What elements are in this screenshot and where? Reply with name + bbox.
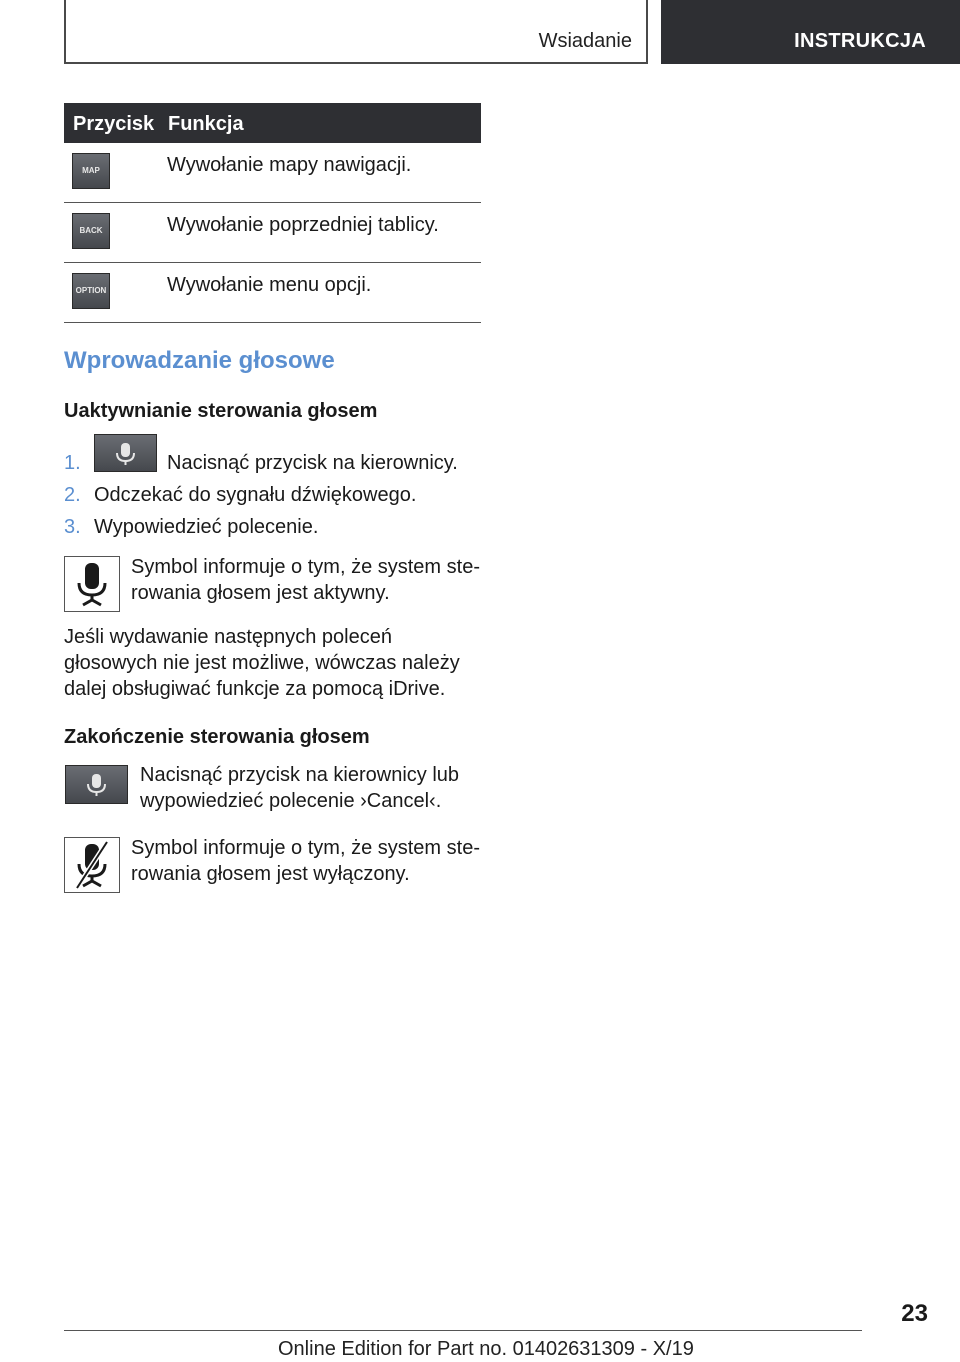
table-header-function: Funkcja <box>168 113 244 135</box>
step-text: Nacisnąć przycisk na kierownicy. <box>167 452 458 474</box>
step-number: 1. <box>64 452 81 474</box>
step-item <box>64 516 318 539</box>
header-chapter-title: INSTRUKCJA <box>794 30 926 52</box>
active-symbol-text: Symbol informuje o tym, że system sterowania głosem jest aktywny. <box>131 556 480 604</box>
header-chapter-box <box>661 0 960 64</box>
back-button-icon: BACK <box>72 213 110 249</box>
table-row-description: Wywołanie poprzedniej tablicy. <box>167 214 439 236</box>
header-section-box <box>64 0 648 64</box>
microphone-off-icon <box>64 837 120 893</box>
off-symbol-text: Symbol informuje o tym, że system sterowania głosem jest wyłączony. <box>131 837 480 885</box>
footer-edition: Online Edition for Part no. 01402631309 - X/19 <box>278 1338 694 1360</box>
table-row <box>64 203 481 263</box>
table-header-button: Przycisk <box>73 113 155 135</box>
page-number: 23 <box>901 1300 928 1327</box>
step-text: Odczekać do sygnału dźwiękowego. <box>94 484 417 506</box>
activate-heading: Uaktywnianie sterowania głosem <box>64 400 378 422</box>
step-item <box>64 452 94 475</box>
step-number: 3. <box>64 516 81 538</box>
table-row <box>64 143 481 203</box>
end-instruction-text: Nacisnąć przycisk na kierownicy lub wypowiedzieć polecenie ›Cancel‹. <box>140 764 460 812</box>
map-button-icon: MAP <box>72 153 110 189</box>
option-button-icon: OPTION <box>72 273 110 309</box>
step-text: Wypowiedzieć polecenie. <box>94 516 319 538</box>
button-function-table <box>64 103 481 323</box>
microphone-active-icon <box>64 556 120 612</box>
table-row-description: Wywołanie mapy nawigacji. <box>167 154 412 176</box>
header-section-title: Wsiadanie <box>538 30 632 52</box>
steering-mic-button-icon <box>65 765 128 804</box>
footer-divider <box>64 1330 862 1331</box>
table-row <box>64 263 481 323</box>
table-header-row <box>64 103 481 143</box>
section-title: Wprowadzanie głosowe <box>64 347 335 374</box>
table-row-description: Wywołanie menu opcji. <box>167 274 372 296</box>
steering-mic-button-icon <box>94 434 157 472</box>
fallback-paragraph: Jeśli wydawanie następnych poleceń głosowych nie jest możliwe, wówczas należy dalej obsługiwać funkcje za pomocą iDrive. <box>64 626 460 700</box>
step-item <box>64 484 416 507</box>
step-number: 2. <box>64 484 81 506</box>
end-heading: Zakończenie sterowania głosem <box>64 726 370 748</box>
